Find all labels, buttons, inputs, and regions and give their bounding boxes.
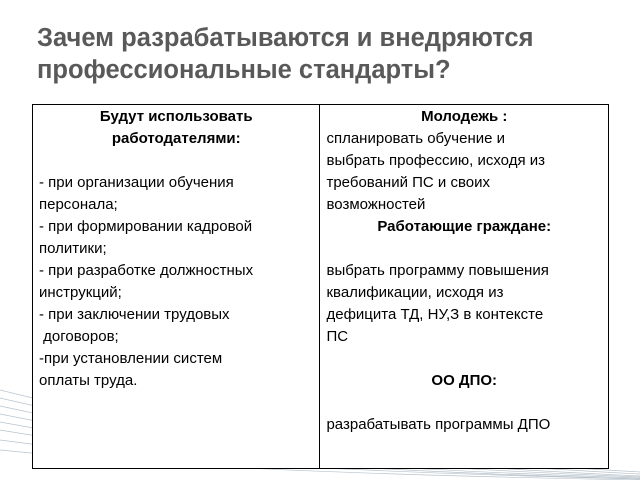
spacer: [326, 238, 602, 260]
employers-line: политики;: [39, 240, 107, 257]
workers-heading: Работающие граждане:: [377, 218, 552, 235]
workers-line: квалификации, исходя из: [326, 284, 504, 301]
slide-title: [37, 22, 627, 86]
slide-title-line-1: Зачем разрабатываются и внедряются: [37, 24, 534, 52]
employers-line: - при разработке должностных: [39, 262, 254, 279]
workers-line: выбрать программу повышения: [326, 262, 549, 279]
dpo-line: разрабатывать программы ДПО: [326, 416, 551, 433]
spacer: [326, 348, 602, 370]
workers-line: дефицита ТД, НУ,З в контексте: [326, 306, 544, 323]
spacer: [326, 392, 602, 414]
employers-line: персонала;: [39, 196, 118, 213]
employers-line: - при организации обучения: [39, 174, 234, 191]
employers-line: -при установлении систем: [39, 350, 223, 367]
workers-line: ПС: [326, 328, 349, 345]
employers-line: оплаты труда.: [39, 372, 138, 389]
spacer: [39, 150, 313, 172]
employers-line: договоров;: [39, 328, 119, 345]
employers-line: - при формировании кадровой: [39, 218, 253, 235]
youth-line: выбрать профессию, исходя из: [326, 152, 545, 169]
employers-cell: [33, 105, 320, 469]
table-row: [33, 105, 609, 469]
youth-line: требований ПС и своих: [326, 174, 490, 191]
citizens-cell: [320, 105, 609, 469]
slide-title-line-2: профессиональные стандарты?: [37, 56, 451, 84]
employers-line: - при заключении трудовых: [39, 306, 230, 323]
youth-line: возможностей: [326, 196, 426, 213]
employers-heading-line-1: Будут использовать: [99, 108, 253, 125]
employers-heading-line-2: работодателями:: [111, 130, 241, 147]
content-table: [32, 104, 609, 469]
dpo-heading: ОО ДПО:: [431, 372, 498, 389]
employers-line: инструкций;: [39, 284, 122, 301]
youth-line: спланировать обучение и: [326, 130, 506, 147]
youth-heading: Молодежь :: [421, 108, 508, 125]
